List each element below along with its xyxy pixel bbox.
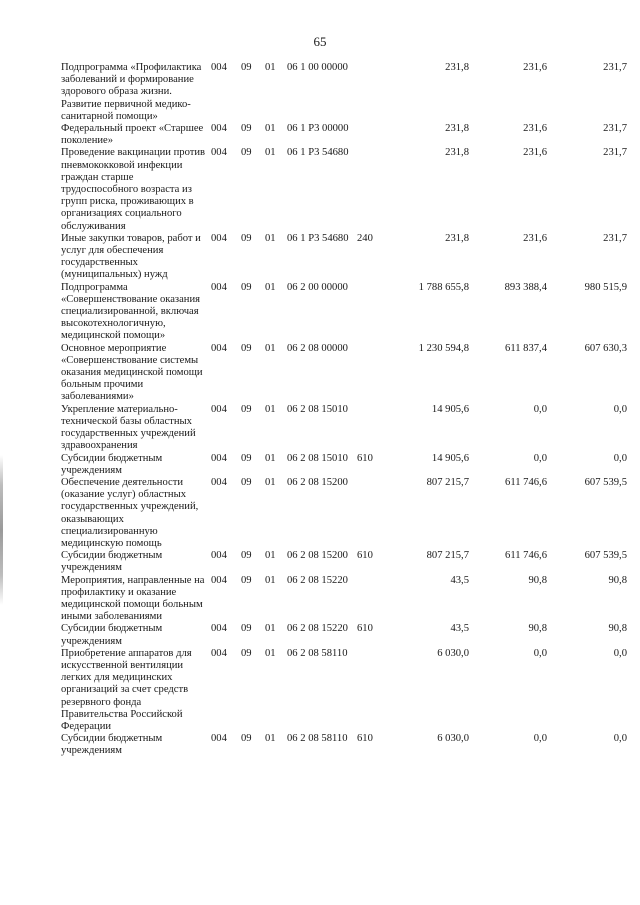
row-amount-3: 231,7 — [603, 123, 627, 135]
row-name: Подпрограмма «Совершенствование оказания специализированной, включая высокотехнологичную, медицинской помощи» — [61, 281, 201, 342]
row-section-code: 09 — [241, 452, 252, 464]
row-subsection-code: 01 — [265, 342, 276, 354]
row-name: Обеспечение деятельности (оказание услуг) областных государственных учреждений, оказывающих специализированную медицинскую помощь — [61, 476, 199, 549]
row-ved-code: 004 — [211, 574, 227, 586]
row-subsection-code: 01 — [265, 62, 276, 73]
row-amount-2: 90,8 — [528, 623, 547, 635]
row-section-code: 09 — [241, 623, 252, 635]
scan-edge-mark — [0, 455, 3, 605]
row-ved-code: 004 — [211, 342, 227, 354]
row-target-article-code: 06 1 P3 54680 — [287, 232, 349, 244]
row-expense-type-code — [357, 575, 385, 624]
row-expense-type-code — [357, 404, 385, 453]
row-amount-1: 6 030,0 — [437, 733, 469, 745]
row-target-article-code: 06 2 08 15220 — [287, 574, 348, 586]
table-row — [61, 343, 627, 404]
table-row — [61, 62, 627, 123]
row-section-code: 09 — [241, 733, 252, 745]
row-expense-type-code — [357, 62, 385, 123]
row-ved-code: 004 — [211, 123, 227, 135]
row-amount-2: 231,6 — [523, 232, 547, 244]
row-expense-type-code — [357, 648, 385, 733]
budget-table-body — [61, 62, 627, 758]
row-section-code: 09 — [241, 403, 252, 415]
table-row — [61, 648, 627, 733]
table-row — [61, 733, 627, 757]
table-row — [61, 575, 627, 624]
row-amount-1: 231,8 — [445, 62, 469, 73]
row-amount-2: 611 746,6 — [505, 476, 547, 488]
row-subsection-code: 01 — [265, 403, 276, 415]
row-amount-3: 607 630,3 — [584, 342, 627, 354]
row-amount-3: 0,0 — [613, 733, 627, 745]
table-row — [61, 477, 627, 550]
row-section-code: 09 — [241, 232, 252, 244]
row-ved-code: 004 — [211, 147, 227, 159]
table-row — [61, 623, 627, 647]
row-amount-2: 0,0 — [533, 647, 547, 659]
row-amount-1: 231,8 — [445, 147, 469, 159]
row-target-article-code: 06 2 08 15010 — [287, 403, 348, 415]
row-target-article-code: 06 2 08 15200 — [287, 476, 348, 488]
row-expense-type-code: 240 — [357, 232, 373, 244]
row-amount-3: 980 515,9 — [584, 281, 627, 293]
row-ved-code: 004 — [211, 452, 227, 464]
row-amount-1: 1 788 655,8 — [418, 281, 469, 293]
row-target-article-code: 06 2 08 15200 — [287, 550, 348, 562]
row-amount-2: 893 388,4 — [504, 281, 547, 293]
row-amount-1: 231,8 — [445, 123, 469, 135]
row-target-article-code: 06 1 00 00000 — [287, 62, 348, 73]
row-ved-code: 004 — [211, 623, 227, 635]
row-section-code: 09 — [241, 574, 252, 586]
row-expense-type-code: 610 — [357, 452, 373, 464]
row-target-article-code: 06 2 08 15220 — [287, 623, 348, 635]
row-target-article-code: 06 2 00 00000 — [287, 281, 348, 293]
row-name: Мероприятия, направленные на профилактику и оказание медицинской помощи больным иными заболеваниями — [61, 574, 205, 623]
row-amount-3: 231,7 — [603, 147, 627, 159]
row-amount-2: 611 746,6 — [505, 550, 547, 562]
row-amount-1: 1 230 594,8 — [418, 342, 469, 354]
row-subsection-code: 01 — [265, 550, 276, 562]
row-ved-code: 004 — [211, 476, 227, 488]
row-target-article-code: 06 2 08 58110 — [287, 733, 348, 745]
row-name: Приобретение аппаратов для искусственной вентиляции легких для медицинских организаций за счет средств резервного фонда Правительства Российской Федерации — [61, 647, 192, 732]
row-section-code: 09 — [241, 550, 252, 562]
row-target-article-code: 06 2 08 00000 — [287, 342, 348, 354]
row-section-code: 09 — [241, 281, 252, 293]
row-target-article-code: 06 2 08 15010 — [287, 452, 348, 464]
row-expense-type-code — [357, 282, 385, 343]
row-name: Иные закупки товаров, работ и услуг для обеспечения государственных (муниципальных) нужд — [61, 232, 201, 281]
row-section-code: 09 — [241, 342, 252, 354]
row-amount-3: 231,7 — [603, 232, 627, 244]
row-amount-1: 14 905,6 — [431, 403, 469, 415]
row-subsection-code: 01 — [265, 123, 276, 135]
row-expense-type-code: 610 — [357, 733, 373, 745]
row-name: Субсидии бюджетным учреждениям — [61, 623, 163, 647]
row-expense-type-code — [357, 477, 385, 550]
row-section-code: 09 — [241, 62, 252, 73]
row-amount-2: 0,0 — [533, 403, 547, 415]
row-amount-3: 607 539,5 — [584, 476, 627, 488]
row-section-code: 09 — [241, 476, 252, 488]
budget-table — [61, 62, 627, 758]
row-section-code: 09 — [241, 647, 252, 659]
row-subsection-code: 01 — [265, 147, 276, 159]
row-name: Субсидии бюджетным учреждениям — [61, 452, 163, 476]
table-row — [61, 453, 627, 477]
row-ved-code: 004 — [211, 733, 227, 745]
row-amount-1: 807 215,7 — [426, 550, 469, 562]
row-amount-1: 14 905,6 — [431, 452, 469, 464]
row-ved-code: 004 — [211, 281, 227, 293]
row-amount-2: 0,0 — [533, 452, 547, 464]
row-amount-3: 90,8 — [608, 574, 627, 586]
row-subsection-code: 01 — [265, 476, 276, 488]
row-amount-2: 231,6 — [523, 62, 547, 73]
row-subsection-code: 01 — [265, 733, 276, 745]
row-name: Федеральный проект «Старшее поколение» — [61, 123, 204, 147]
row-target-article-code: 06 1 P3 54680 — [287, 147, 349, 159]
row-subsection-code: 01 — [265, 281, 276, 293]
row-amount-1: 43,5 — [450, 623, 469, 635]
row-amount-2: 0,0 — [533, 733, 547, 745]
row-subsection-code: 01 — [265, 452, 276, 464]
row-name: Основное мероприятие «Совершенствование системы оказания медицинской помощи больным прочими заболеваниями» — [61, 342, 203, 403]
row-amount-1: 807 215,7 — [426, 476, 469, 488]
row-amount-3: 0,0 — [613, 452, 627, 464]
row-section-code: 09 — [241, 123, 252, 135]
row-ved-code: 004 — [211, 62, 227, 73]
row-name: Укрепление материально-технической базы областных государственных учреждений здравоохранения — [61, 403, 196, 452]
row-name: Субсидии бюджетным учреждениям — [61, 550, 163, 574]
row-amount-2: 231,6 — [523, 123, 547, 135]
row-ved-code: 004 — [211, 647, 227, 659]
row-amount-2: 611 837,4 — [505, 342, 547, 354]
row-ved-code: 004 — [211, 403, 227, 415]
row-amount-1: 43,5 — [450, 574, 469, 586]
row-amount-1: 231,8 — [445, 232, 469, 244]
row-subsection-code: 01 — [265, 647, 276, 659]
row-subsection-code: 01 — [265, 232, 276, 244]
row-expense-type-code — [357, 123, 385, 147]
row-amount-3: 0,0 — [613, 403, 627, 415]
row-target-article-code: 06 1 P3 00000 — [287, 123, 349, 135]
table-row — [61, 282, 627, 343]
row-amount-3: 0,0 — [613, 647, 627, 659]
table-row — [61, 404, 627, 453]
table-row — [61, 123, 627, 147]
row-ved-code: 004 — [211, 550, 227, 562]
row-amount-1: 6 030,0 — [437, 647, 469, 659]
row-amount-3: 90,8 — [608, 623, 627, 635]
row-amount-3: 607 539,5 — [584, 550, 627, 562]
row-subsection-code: 01 — [265, 623, 276, 635]
row-expense-type-code — [357, 147, 385, 232]
page-number: 65 — [313, 34, 327, 49]
table-row — [61, 550, 627, 574]
table-row — [61, 147, 627, 232]
row-amount-3: 231,7 — [603, 62, 627, 73]
table-row — [61, 233, 627, 282]
row-name: Подпрограмма «Профилактика заболеваний и формирование здорового образа жизни. Развитие первичной медико-санитарной помощи» — [61, 62, 202, 122]
row-amount-2: 231,6 — [523, 147, 547, 159]
row-amount-2: 90,8 — [528, 574, 547, 586]
row-expense-type-code — [357, 343, 385, 404]
row-section-code: 09 — [241, 147, 252, 159]
row-expense-type-code: 610 — [357, 550, 373, 562]
row-subsection-code: 01 — [265, 574, 276, 586]
row-target-article-code: 06 2 08 58110 — [287, 647, 348, 659]
row-name: Проведение вакцинации против пневмококковой инфекции граждан старше трудоспособного возраста из групп риска, проживающих в организациях социального обслуживания — [61, 147, 206, 232]
row-expense-type-code: 610 — [357, 623, 373, 635]
row-name: Субсидии бюджетным учреждениям — [61, 733, 163, 757]
row-ved-code: 004 — [211, 232, 227, 244]
